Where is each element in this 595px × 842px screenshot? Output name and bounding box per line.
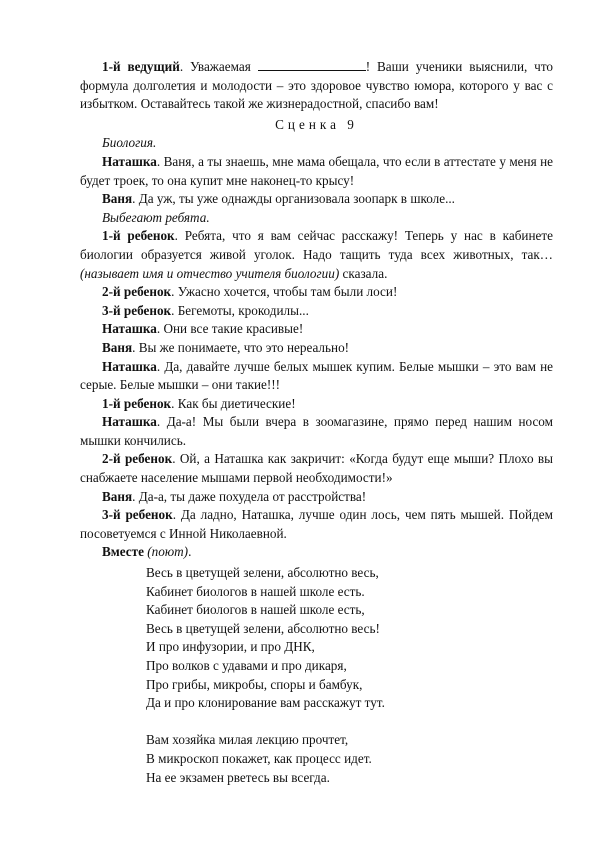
line-text: . Бегемоты, крокодилы... bbox=[171, 302, 309, 318]
dialogue-line bbox=[80, 450, 553, 487]
speaker-name: Ваня bbox=[102, 191, 133, 207]
dialogue-line bbox=[80, 488, 553, 507]
speaker-name: Наташка bbox=[102, 414, 157, 430]
speaker-name: Наташка bbox=[102, 321, 157, 337]
song-verse-2 bbox=[146, 731, 553, 787]
speaker-name: Наташка bbox=[102, 153, 157, 169]
line-text: . Да, давайте лучше белых мышек купим. Белые мышки – это вам не серые. Белые мышки – они такие!!! bbox=[80, 358, 553, 393]
song-line: Про волков с удавами и про дикаря, bbox=[146, 658, 347, 673]
stage-direction: Выбегают ребята. bbox=[102, 209, 210, 225]
speaker-name: 1-й ребенок bbox=[102, 395, 172, 411]
dialogue-line bbox=[80, 153, 553, 190]
dialogue-line bbox=[80, 190, 553, 209]
song-verse-1 bbox=[146, 564, 553, 713]
intro-text-b: ! Ваши ученики выяснили, что формула долголетия и молодости – это здоровое чувство юмора, которого у вас с избытком. Оставайтесь такой же жизнерадостной, спасибо вам! bbox=[80, 59, 553, 112]
line-text: . Как бы диетические! bbox=[171, 395, 296, 411]
subject-label: Биология. bbox=[102, 135, 157, 151]
speaker-name: 2-й ребенок bbox=[102, 284, 172, 300]
line-text: . Они все такие красивые! bbox=[156, 321, 304, 337]
line-tail: . bbox=[188, 544, 192, 560]
together-line bbox=[80, 543, 553, 562]
line-tail: сказала. bbox=[339, 265, 388, 281]
song-line: Весь в цветущей зелени, абсолютно весь, bbox=[146, 565, 379, 581]
dialogue-line bbox=[80, 227, 553, 283]
dialogue-line bbox=[80, 395, 553, 414]
song-line: Кабинет биологов в нашей школе есть. bbox=[146, 583, 365, 599]
line-text: . Да-а! Мы были вчера в зоомагазине, прямо перед нашим носом мышки кончились. bbox=[80, 414, 553, 448]
intro-paragraph bbox=[80, 58, 553, 114]
speaker-name: Ваня bbox=[102, 488, 133, 504]
line-text: . Да ладно, Наташка, лучше один лось, чем пять мышей. Пойдем посоветуемся с Инной Николаевной. bbox=[80, 507, 553, 541]
line-text: . Ребята, что я вам сейчас расскажу! Теперь у нас в кабинете биологии образуется живой уголок. Надо тащить туда всех животных, так… bbox=[80, 228, 553, 262]
name-blank-line bbox=[258, 58, 366, 71]
song-line: Кабинет биологов в нашей школе есть, bbox=[146, 602, 365, 618]
song-line: Про грибы, микробы, споры и бамбук, bbox=[146, 676, 363, 692]
scene-title: Сценка 9 bbox=[275, 116, 358, 132]
intro-text-a: . Уважаемая bbox=[179, 59, 258, 74]
dialogue-line bbox=[80, 413, 553, 450]
song-line: В микроскоп покажет, как процесс идет. bbox=[146, 750, 372, 766]
speaker-name: Вместе bbox=[102, 544, 144, 560]
speaker-name: Наташка bbox=[102, 358, 157, 374]
line-aside: (поют) bbox=[147, 544, 189, 560]
speaker-name: Ваня bbox=[102, 339, 133, 355]
dialogue-line bbox=[80, 302, 553, 321]
song-line: На ее экзамен рветесь вы всегда. bbox=[146, 769, 330, 785]
line-aside: (называет имя и отчество учителя биологии) bbox=[80, 265, 340, 281]
line-text: . Ужасно хочется, чтобы там были лоси! bbox=[171, 284, 398, 300]
verse-gap bbox=[146, 713, 553, 732]
song-line: И про инфузории, и про ДНК, bbox=[146, 639, 315, 655]
song-lyrics bbox=[80, 564, 553, 787]
speaker-name: 3-й ребенок bbox=[102, 507, 173, 523]
line-text: . Да-а, ты даже похудела от расстройства! bbox=[132, 488, 367, 504]
line-text: . Ой, а Наташка как закричит: «Когда будут еще мыши? Плохо вы снабжаете население мышами первой необходимости!» bbox=[80, 451, 553, 486]
line-text: . Ваня, а ты знаешь, мне мама обещала, что если в аттестате у меня не будет троек, то она купит мне наконец-то крысу! bbox=[80, 153, 553, 188]
line-text: . Вы же понимаете, что это нереально! bbox=[132, 339, 350, 355]
dialogue-line bbox=[80, 358, 553, 395]
dialogue-block-1 bbox=[80, 153, 553, 209]
dialogue-line bbox=[80, 506, 553, 543]
dialogue-line bbox=[80, 320, 553, 339]
speaker-name: 1-й ребенок bbox=[102, 228, 175, 244]
song-line: Да и про клонирование вам расскажут тут. bbox=[146, 695, 385, 711]
speaker-name: 2-й ребенок bbox=[102, 451, 173, 467]
speaker-name: 3-й ребенок bbox=[102, 302, 172, 318]
dialogue-line bbox=[80, 339, 553, 358]
dialogue-block-2 bbox=[80, 283, 553, 543]
song-line: Весь в цветущей зелени, абсолютно весь! bbox=[146, 620, 380, 636]
song-line: Вам хозяйка милая лекцию прочтет, bbox=[146, 732, 349, 748]
speaker-name: 1-й ведущий bbox=[102, 59, 180, 74]
dialogue-line bbox=[80, 283, 553, 302]
line-text: . Да уж, ты уже однажды организовала зоопарк в школе... bbox=[132, 191, 455, 207]
